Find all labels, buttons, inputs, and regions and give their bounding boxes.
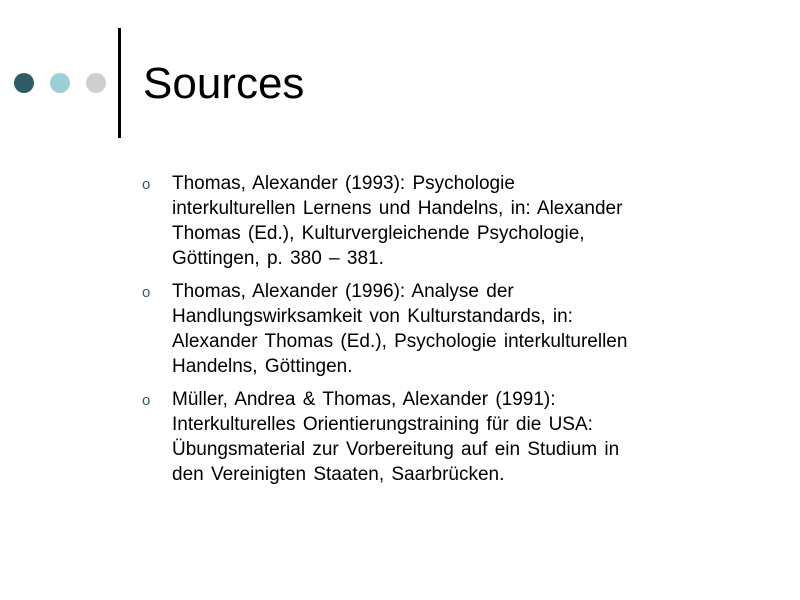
source-line: Thomas, Alexander (1996): Analyse der <box>172 281 514 302</box>
title-divider-line <box>118 28 121 138</box>
gray-dot-icon <box>86 73 106 93</box>
bullet-icon: o <box>142 176 151 193</box>
source-line: Thomas (Ed.), Kulturvergleichende Psychologie, <box>172 223 585 244</box>
source-item <box>142 387 722 487</box>
source-text <box>172 171 622 271</box>
source-line: Übungsmaterial zur Vorbereitung auf ein Studium in <box>172 439 620 460</box>
source-line: Alexander Thomas (Ed.), Psychologie interkulturellen <box>172 331 628 352</box>
source-line: interkulturellen Lernens und Handelns, in: Alexander <box>172 198 623 219</box>
source-line: Thomas, Alexander (1993): Psychologie <box>172 173 515 194</box>
slide-title: Sources <box>143 59 305 108</box>
source-line: Interkulturelles Orientierungstraining für die USA: <box>172 414 593 435</box>
source-line: Göttingen, p. 380 – 381. <box>172 248 384 269</box>
source-item <box>142 279 722 379</box>
source-line: Handlungswirksamkeit von Kulturstandards, in: <box>172 306 573 327</box>
source-text <box>172 279 627 379</box>
bullet-icon: o <box>142 392 151 409</box>
source-line: Handelns, Göttingen. <box>172 356 353 377</box>
source-line: Müller, Andrea & Thomas, Alexander (1991): <box>172 389 556 410</box>
light-teal-dot-icon <box>50 73 70 93</box>
bullet-icon: o <box>142 284 151 301</box>
dark-teal-dot-icon <box>14 73 34 93</box>
source-line: den Vereinigten Staaten, Saarbrücken. <box>172 464 505 485</box>
source-text <box>172 387 619 487</box>
source-item <box>142 171 722 271</box>
sources-list <box>142 171 722 495</box>
decorative-dots <box>14 73 106 93</box>
